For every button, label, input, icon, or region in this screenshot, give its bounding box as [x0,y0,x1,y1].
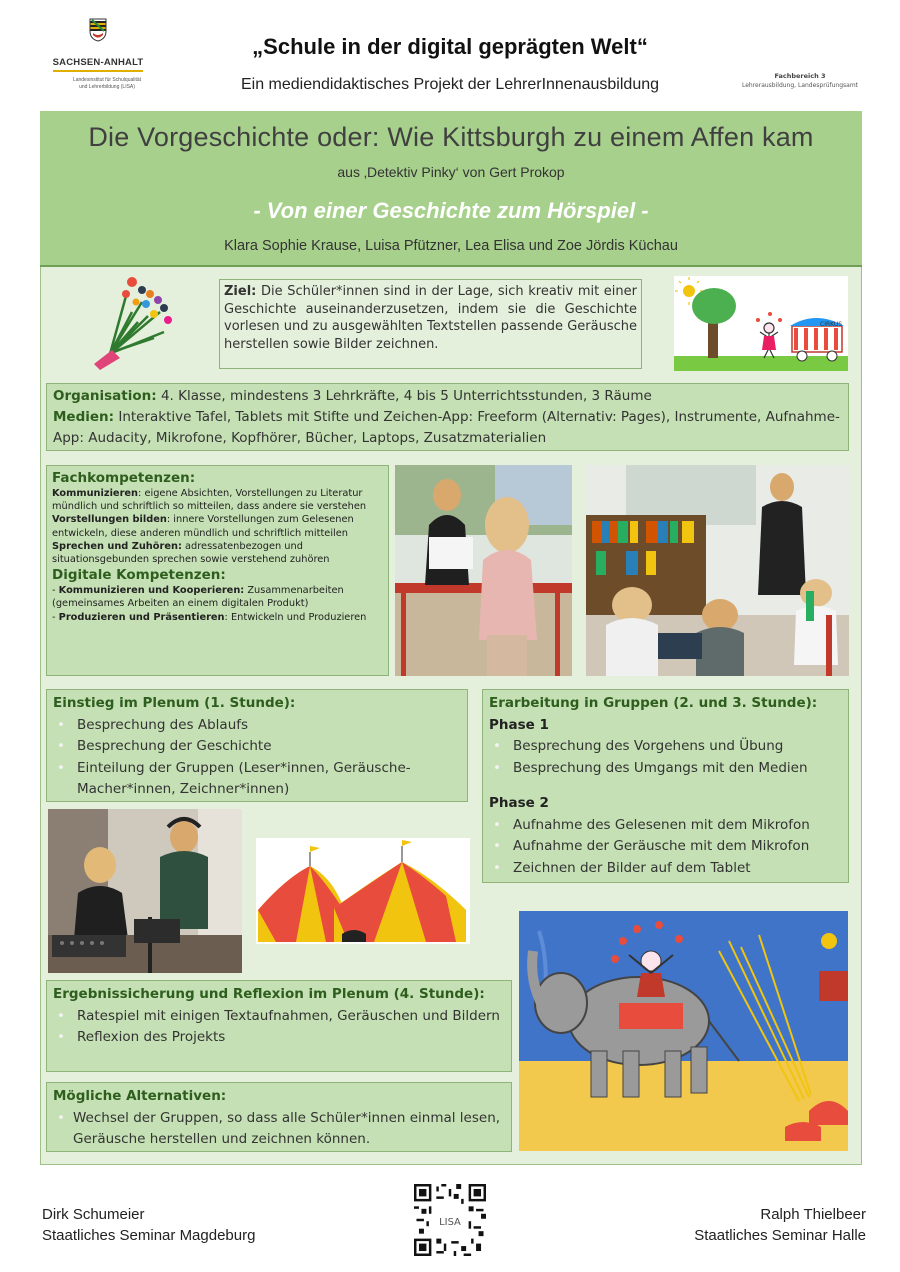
photo-audio-recording [48,809,242,973]
media-label: Medien: [53,409,115,425]
digital-competency-produce-prefix: - [52,611,59,623]
page-subtitle: Ein mediendidaktisches Projekt der LehrerInnenausbildung [240,76,660,93]
list-item: • Wechsel der Gruppen, so dass alle Schüler*innen einmal lesen, Geräusche herstellen und zeichnen können. [53,1108,505,1151]
page-title: „Schule in der digital geprägten Welt“ [252,34,648,59]
logo-name: SACHSEN-ANHALT [53,57,144,72]
competency-speaking-label: Sprechen und Zuhören: [52,540,182,552]
banner-source: aus ‚Detektiv Pinky‘ von Gert Prokop [337,164,565,180]
list-item: • Besprechung des Vorgehens und Übung [489,736,842,758]
list-item: • Besprechung der Geschichte [53,736,461,758]
sachsen-anhalt-logo [48,18,148,72]
goal-box [219,279,642,369]
alternatives-box [46,1082,512,1152]
department-title: Fachbereich 3 [774,72,826,80]
media-line [53,407,842,449]
flower-bouquet-drawing [88,272,180,372]
organisation-text: 4. Klasse, mindestens 3 Lehrkräfte, 4 bis 5 Unterrichtsstunden, 3 Räume [156,388,652,404]
phase-2-heading: Phase 2 [489,795,549,811]
competency-speaking [52,540,383,566]
list-item: • Aufnahme der Geräusche mit dem Mikrofon [489,836,842,858]
coat-of-arms-icon [89,18,107,42]
digital-competency-cooperate [52,584,383,610]
list-item: • Zeichnen der Bilder auf dem Tablet [489,858,842,880]
media-text: Interaktive Tafel, Tablets mit Stifte und Zeichen-App: Freeform (Alternativ: Pages), Instrumente, Aufnahme-App: Audacity, Mikrofone, Kopfhörer, Bücher, Laptops, Zusatzmaterialien [53,409,840,446]
truck-label: CIRKUS [820,321,843,328]
logo-sub-line-1: Landesinstitut für Schulqualität [72,77,142,83]
goal-label: Ziel: [224,284,257,299]
footer-left-org: Staatliches Seminar Magdeburg [42,1227,256,1244]
competency-communicate-text: : eigene Absichten, Vorstellungen zu Literatur mündlich und schriftlich so mitteilen, dass andere sie verstehen [52,488,367,513]
digital-competency-cooperate-prefix: - [52,585,59,597]
digital-competencies-heading: Digitale Kompetenzen: [52,567,226,584]
goal-text: Die Schüler*innen sind in der Lage, sich kreativ mit einer Geschichte auseinanderzusetzen, indem sie die Geschichte vorlesen und zu ausgewählten Textstellen passende Geräusche herstellen sowie Bilder zeichnen. [224,284,637,352]
list-item: • Reflexion des Projekts [53,1027,505,1049]
digital-competency-produce-text: : Entwickeln und Produzieren [224,611,367,623]
footer-left-contact [42,1204,255,1246]
banner-subtitle: - Von einer Geschichte zum Hörspiel - [253,198,649,223]
digital-competency-cooperate-text: Zusammenarbeiten (gemeinsames Arbeiten an einem digitalen Produkt) [52,585,344,610]
competency-imagination [52,513,383,539]
department-subtitle: Lehrerausbildung, Landesprüfungsamt [741,82,859,89]
intro-heading: Einstieg im Plenum (1. Stunde): [53,695,296,711]
group-work-box [482,689,849,883]
group-work-heading: Erarbeitung in Gruppen (2. und 3. Stunde): [489,695,818,711]
digital-competency-produce [52,611,383,624]
footer-right-org: Staatliches Seminar Halle [694,1227,866,1244]
competency-speaking-text: adressatenbezogen und situationsgebunden sprechen sowie verstehend zuhören [52,540,330,566]
results-heading: Ergebnissicherung und Reflexion im Plenum (4. Stunde): [53,986,485,1002]
footer-right-name: Ralph Thielbeer [760,1206,866,1223]
list-item: • Besprechung des Ablaufs [53,715,461,737]
list-item: • Besprechung des Umgangs mit den Medien [489,758,842,780]
list-item: • Aufnahme des Gelesenen mit dem Mikrofon [489,815,842,837]
intro-list [53,715,461,801]
phase-1-heading: Phase 1 [489,716,549,733]
organisation-line [53,386,842,407]
list-item: • Einteilung der Gruppen (Leser*innen, Geräusche-Macher*innen, Zeichner*innen) [53,758,461,801]
circus-tents-drawing [256,838,470,944]
organisation-label: Organisation: [53,388,157,404]
photo-students-reading [395,465,572,676]
competency-communicate [52,487,383,513]
list-item: • Ratespiel mit einigen Textaufnahmen, Geräuschen und Bildern [53,1006,505,1028]
tree-and-circus-wagon-drawing [674,276,848,371]
photo-classroom-groups [586,465,849,676]
digital-competency-produce-label: Produzieren und Präsentieren [58,611,225,623]
phase-1-list [489,736,842,779]
elephant-circus-drawing [519,911,848,1151]
results-list [53,1006,505,1049]
competency-communicate-label: Kommunizieren [52,488,139,499]
banner-title: Die Vorgeschichte oder: Wie Kittsburgh zu einem Affen kam [88,122,814,152]
alternatives-list [53,1108,505,1151]
logo-sub-line-2: und Lehrerbildung (LISA) [79,84,135,90]
intro-plenum-box [46,689,468,802]
qr-code-icon[interactable] [414,1184,486,1256]
qr-center-label: LISA [439,1216,461,1228]
organisation-box [46,383,849,451]
footer-left-name: Dirk Schumeier [42,1206,145,1223]
competencies-box [46,465,389,676]
phase-2-list [489,815,842,880]
competency-imagination-text: : innere Vorstellungen zum Gelesenen entwickeln, diese anderen mündlich und schriftlich mitteilen [52,514,354,539]
footer-right-contact [600,1204,866,1246]
alternatives-heading: Mögliche Alternativen: [53,1088,227,1104]
digital-competency-cooperate-label: Kommunizieren und Kooperieren: [58,585,245,597]
results-box [46,980,512,1072]
banner-authors: Klara Sophie Krause, Luisa Pfützner, Lea Elisa und Zoe Jördis Küchau [224,238,678,254]
competency-imagination-label: Vorstellungen bilden [52,514,167,526]
competencies-heading: Fachkompetenzen: [52,470,196,486]
logo-subtitle [52,77,162,91]
